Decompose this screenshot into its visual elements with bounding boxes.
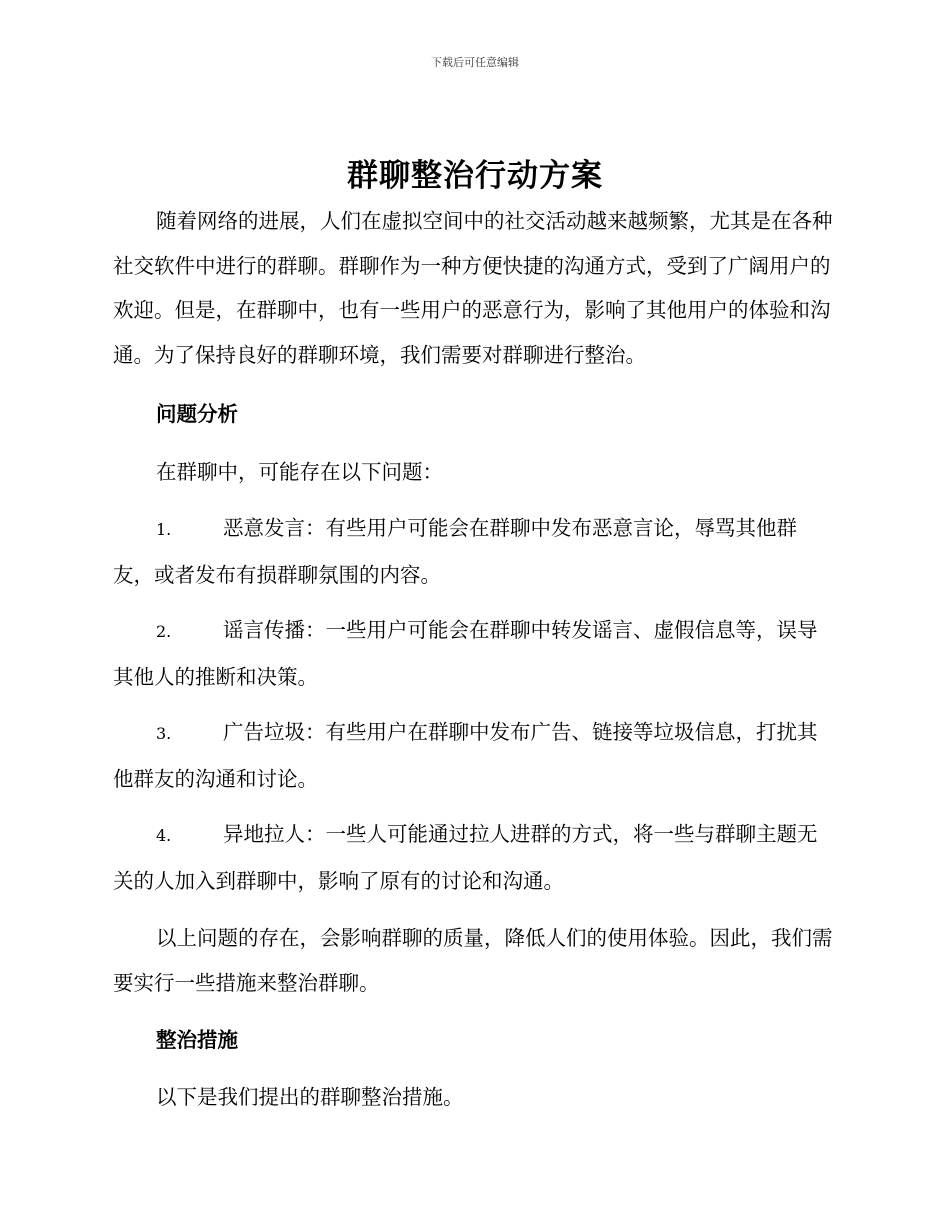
problem-lead-text: 在群聊中，可能存在以下问题： bbox=[156, 460, 443, 484]
section-heading-problem-analysis: 问题分析 bbox=[156, 402, 238, 426]
list-item-text: 异地拉人：一些人可能通过拉人进群的方式，将一些与群聊主题无关的人加入到群聊中，影响了原有的讨论和沟通。 bbox=[113, 822, 818, 893]
header-note: 下载后可任意编辑 bbox=[431, 56, 519, 69]
intro-paragraph: 随着网络的进展，人们在虚拟空间中的社交活动越来越频繁，尤其是在各种社交软件中进行的群聊。群聊作为一种方便快捷的沟通方式，受到了广阔用户的欢迎。但是，在群聊中，也有一些用户的恶意行为，影响了其他用户的体验和沟通。为了保持良好的群聊环境，我们需要对群聊进行整治。 bbox=[113, 209, 833, 367]
list-item bbox=[113, 506, 833, 598]
list-item bbox=[113, 710, 833, 802]
measures-lead-text: 以下是我们提出的群聊整治措施。 bbox=[156, 1085, 464, 1109]
list-item bbox=[113, 608, 833, 700]
list-item-number: 1. bbox=[156, 520, 172, 539]
list-item bbox=[113, 812, 833, 904]
document-title: 群聊整治行动方案 bbox=[347, 158, 603, 194]
list-item-number: 2. bbox=[156, 622, 172, 641]
list-item-text: 广告垃圾：有些用户在群聊中发布广告、链接等垃圾信息，打扰其他群友的沟通和讨论。 bbox=[113, 720, 818, 791]
summary-paragraph: 以上问题的存在，会影响群聊的质量，降低人们的使用体验。因此，我们需要实行一些措施来整治群聊。 bbox=[113, 926, 833, 995]
list-item-number: 3. bbox=[156, 724, 172, 743]
list-item-text: 恶意发言：有些用户可能会在群聊中发布恶意言论，辱骂其他群友，或者发布有损群聊氛围的内容。 bbox=[113, 516, 797, 587]
list-item-number: 4. bbox=[156, 826, 172, 845]
section-heading-remediation-measures: 整治措施 bbox=[156, 1028, 238, 1052]
list-item-text: 谣言传播：一些用户可能会在群聊中转发谣言、虚假信息等，误导其他人的推断和决策。 bbox=[113, 618, 818, 689]
